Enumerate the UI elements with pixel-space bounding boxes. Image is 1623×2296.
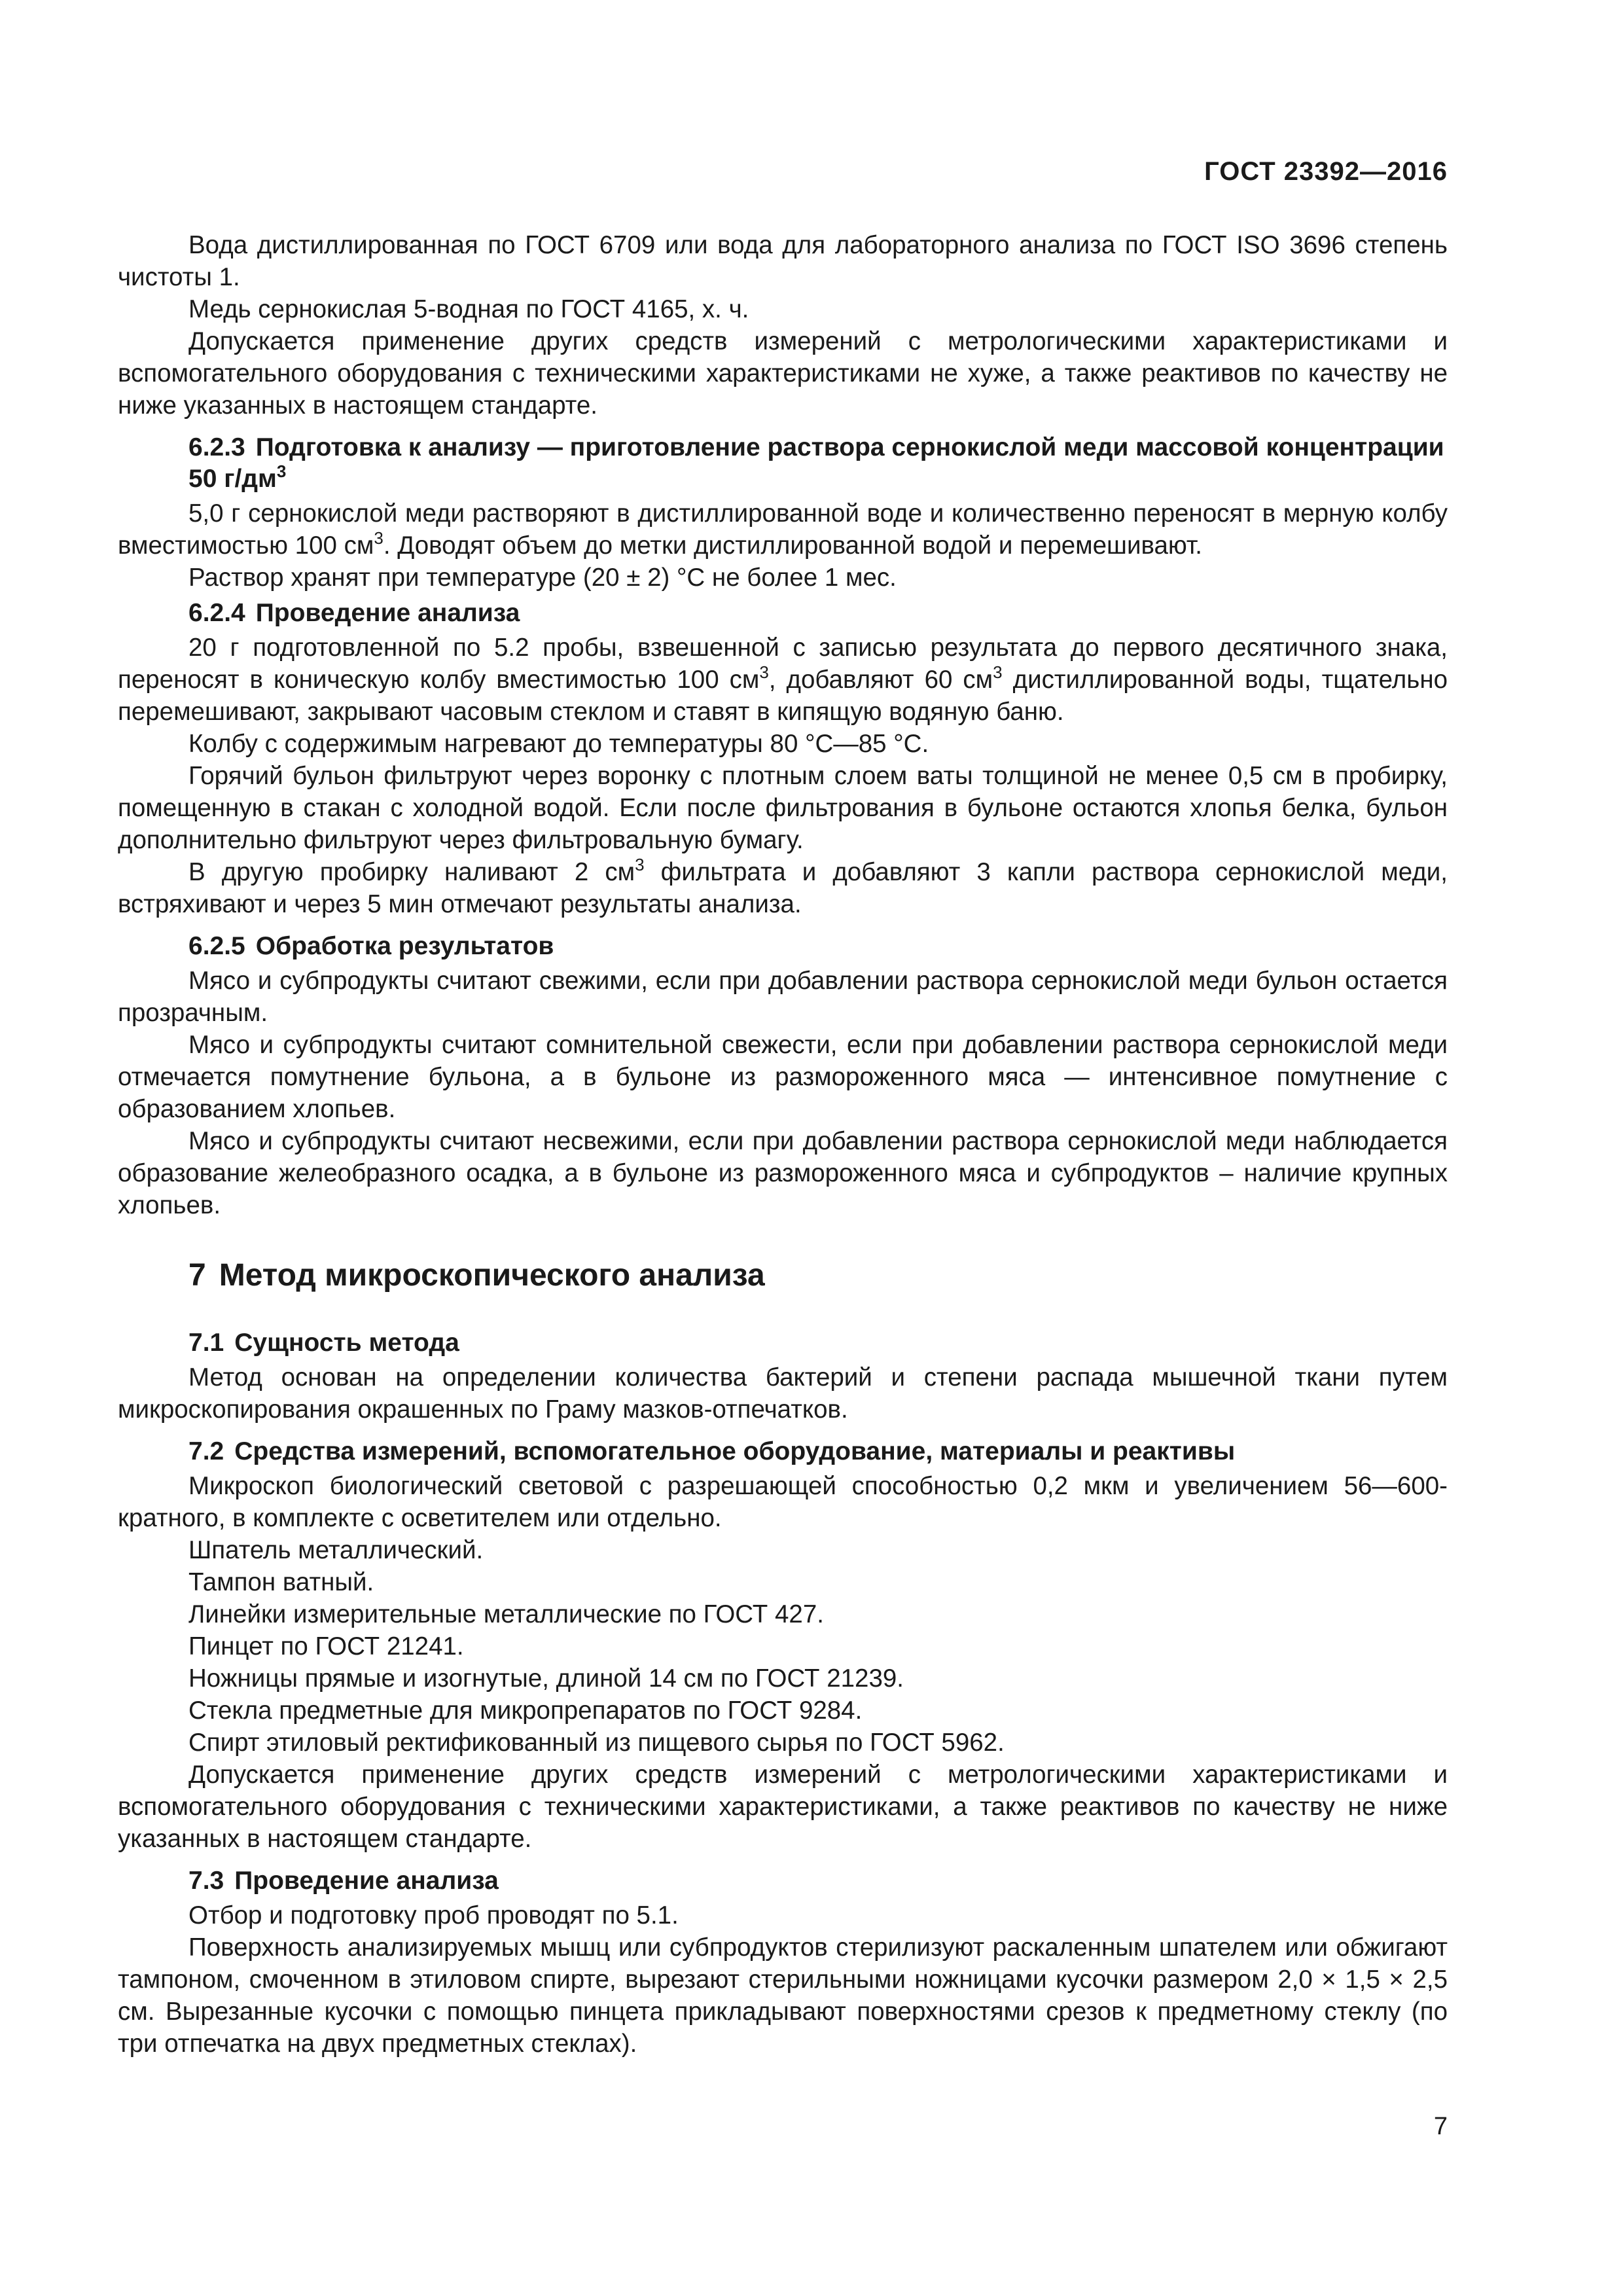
paragraph: Метод основан на определении количества бактерий и степени распада мышечной ткани путем микроскопирования окрашенных по Граму мазков-отпечатков. <box>118 1363 1448 1424</box>
subsection-number: 7.1 <box>188 1329 224 1357</box>
paragraph: Раствор хранят при температуре (20 ± 2) °С не более 1 мес. <box>188 564 897 592</box>
subsection-heading-7-2 <box>118 1436 1448 1467</box>
superscript: 3 <box>759 662 769 682</box>
page-number: 7 <box>1433 2113 1448 2140</box>
subsection-heading-7-1 <box>118 1327 1448 1359</box>
text-run: , добавляют 60 см <box>768 666 993 694</box>
text-run: . Доводят объем до метки дистиллированной водой и перемешивают. <box>383 531 1202 560</box>
text-run: 5,0 г сернокислой меди растворяют в дистиллированной воде и количественно переносят в мерную колбу вместимостью 100 см <box>118 499 1448 560</box>
subsection-number: 6.2.4 <box>188 599 245 627</box>
list-item: Ножницы прямые и изогнутые, длиной 14 см по ГОСТ 21239. <box>188 1664 904 1693</box>
list-item: Пинцет по ГОСТ 21241. <box>188 1632 464 1660</box>
paragraph <box>118 497 1448 562</box>
superscript: 3 <box>635 855 645 874</box>
section-title: Метод микроскопического анализа <box>219 1258 765 1293</box>
paragraph <box>118 856 1448 920</box>
paragraph: Микроскоп биологический световой с разрешающей способностью 0,2 мкм и увеличением 56—600-кратного, в комплекте с осветителем или отдельно. <box>118 1472 1448 1532</box>
subsection-title: Проведение анализа <box>255 599 520 627</box>
list-item: Спирт этиловый ректификованный из пищевого сырья по ГОСТ 5962. <box>188 1729 1005 1757</box>
subsection-title: Сущность метода <box>234 1329 459 1357</box>
subsection-heading-6-2-5 <box>118 931 1448 962</box>
list-item: Тампон ватный. <box>188 1568 374 1596</box>
paragraph: Допускается применение других средств измерений с метрологическими характеристиками и вспомогательного оборудования с техническими характеристиками, а также реактивов по качеству не ниже указанных в настоящем стандарте. <box>118 1761 1448 1853</box>
document-id-header: ГОСТ 23392—2016 <box>1204 157 1448 186</box>
subsection-title: Проведение анализа <box>234 1867 499 1895</box>
text-run: В другую пробирку наливают 2 см <box>188 858 635 886</box>
subsection-heading-6-2-3 <box>118 432 1448 495</box>
subsection-title: Средства измерений, вспомогательное оборудование, материалы и реактивы <box>234 1437 1236 1465</box>
paragraph: Допускается применение других средств измерений с метрологическими характеристиками и вспомогательного оборудования с техническими характеристиками не хуже, а также реактивов по качеству не ниже указанных в настоящем стандарте. <box>118 327 1448 420</box>
list-item: Стекла предметные для микропрепаратов по ГОСТ 9284. <box>188 1696 863 1725</box>
paragraph: Поверхность анализируемых мышц или субпродуктов стерилизуют раскаленным шпателем или обжигают тампоном, смоченном в этиловом спирте, вырезают стерильными ножницами кусочки размером 2,0 × 1,5 × 2,5 см. Вырезанные кусочки с помощью пинцета прикладывают поверхностями срезов к предметному стеклу (по три отпечатка на двух предметных стеклах). <box>118 1933 1448 2058</box>
paragraph: Отбор и подготовку проб проводят по 5.1. <box>188 1901 679 1929</box>
list-item: Линейки измерительные металлические по ГОСТ 427. <box>188 1600 824 1628</box>
text-run: 20 г подготовленной по 5.2 пробы, взвешенной с записью результата до первого десятичного знака, переносят в коническую колбу вместимостью 100 см <box>118 634 1448 694</box>
paragraph: Горячий бульон фильтруют через воронку с плотным слоем ваты толщиной не менее 0,5 см в пробирку, помещенную в стакан с холодной водой. Если после фильтрования в бульоне остаются хлопья белка, бульон дополнительно фильтруют через фильтровальную бумагу. <box>118 762 1448 854</box>
superscript: 3 <box>276 461 287 481</box>
subsection-number: 6.2.5 <box>188 932 245 960</box>
document-body <box>118 229 1448 2060</box>
paragraph: Медь сернокислая 5-водная по ГОСТ 4165, х. ч. <box>188 295 749 323</box>
subsection-title: Подготовка к анализу — приготовление раствора сернокислой меди массовой концентрации 50 г/дм <box>188 433 1444 493</box>
text-run: дистиллированной воды, тщательно перемешивают, закрывают часовым стеклом и ставят в кипящую водяную баню. <box>118 666 1448 726</box>
superscript: 3 <box>993 662 1003 682</box>
superscript: 3 <box>374 528 383 548</box>
subsection-heading-6-2-4 <box>118 598 1448 629</box>
subsection-number: 7.2 <box>188 1437 224 1465</box>
paragraph: Вода дистиллированная по ГОСТ 6709 или вода для лабораторного анализа по ГОСТ ISO 3696 степень чистоты 1. <box>118 231 1448 291</box>
paragraph: Мясо и субпродукты считают свежими, если при добавлении раствора сернокислой меди бульон остается прозрачным. <box>118 967 1448 1027</box>
paragraph: Колбу с содержимым нагревают до температуры 80 °С—85 °С. <box>188 730 929 758</box>
paragraph <box>118 632 1448 728</box>
subsection-number: 6.2.3 <box>188 433 245 461</box>
subsection-number: 7.3 <box>188 1867 224 1895</box>
list-item: Шпатель металлический. <box>188 1536 484 1564</box>
section-number: 7 <box>188 1258 206 1293</box>
subsection-title: Обработка результатов <box>255 932 554 960</box>
subsection-heading-7-3 <box>118 1865 1448 1897</box>
section-heading-7 <box>118 1257 1448 1295</box>
paragraph: Мясо и субпродукты считают несвежими, если при добавлении раствора сернокислой меди наблюдается образование желеобразного осадка, а в бульоне из размороженного мяса и субпродуктов – наличие крупных хлопьев. <box>118 1127 1448 1219</box>
paragraph: Мясо и субпродукты считают сомнительной свежести, если при добавлении раствора сернокислой меди отмечается помутнение бульона, а в бульоне из размороженного мяса — интенсивное помутнение с образованием хлопьев. <box>118 1031 1448 1123</box>
text-run: фильтрата и добавляют 3 капли раствора сернокислой меди, встряхивают и через 5 мин отмечают результаты анализа. <box>118 858 1448 918</box>
